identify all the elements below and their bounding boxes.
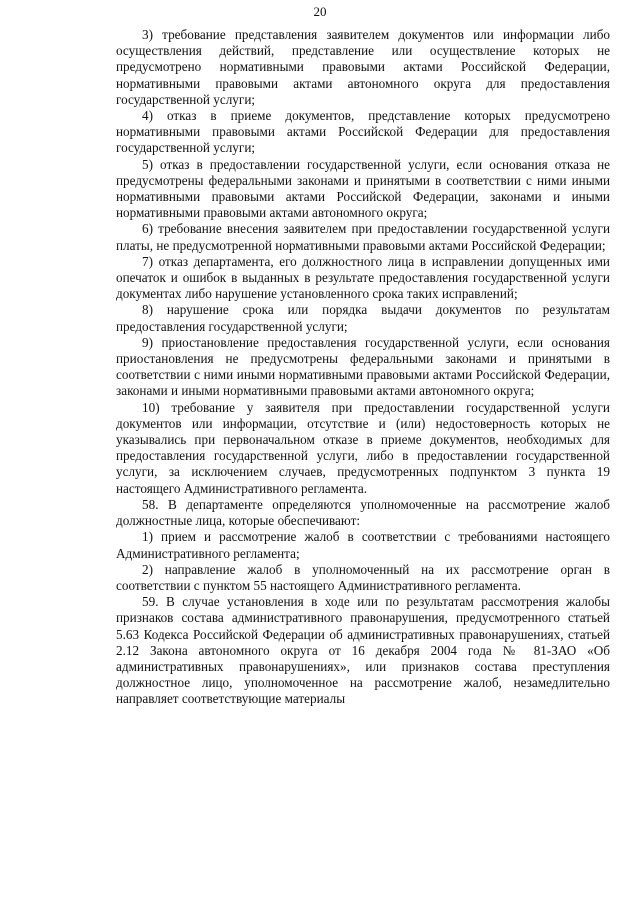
paragraph-clause-59: 59. В случае установления в ходе или по результатам рассмотрения жалобы признаков состава административного правонарушения, предусмотренного статьей 5.63 Кодекса Российской Федерации об административных правонарушениях, статьей 2.12 Закона автономного округа от 16 декабря 2004 года № 81-ЗАО «Об административных правонарушениях», или признаков состава преступления должностное лицо, уполномоченное на рассмотрение жалоб, незамедлительно направляет соответствующие материалы [116,594,610,707]
paragraph-item-3: 3) требование представления заявителем документов или информации либо осуществления действий, представление или осуществление которых не предусмотрено нормативными правовыми актами Российской Федерации, нормативными правовыми актами автономного округа для предоставления государственной услуги; [116,27,610,107]
paragraph-item-10: 10) требование у заявителя при предоставлении государственной услуги документов или информации, отсутствие и (или) недостоверность которых не указывались при первоначальном отказе в приеме документов, необходимых для предоставления государственной услуги, либо в предоставлении государственной услуги, за исключением случаев, предусмотренных подпунктом 3 пункта 19 настоящего Административного регламента. [116,399,610,496]
paragraph-item-7: 7) отказ департамента, его должностного лица в исправлении допущенных ими опечаток и ошибок в выданных в результате предоставления государственной услуги документах либо нарушение установленного срока таких исправлений; [116,253,610,302]
paragraph-item-9: 9) приостановление предоставления государственной услуги, если основания приостановления не предусмотрены федеральными законами и принятыми в соответствии с ними иными нормативными правовыми актами Российской Федерации, законами и иными нормативными правовыми актами автономного округа; [116,334,610,399]
document-body [116,27,610,708]
paragraph-item-5: 5) отказ в предоставлении государственной услуги, если основания отказа не предусмотрены федеральными законами и принятыми в соответствии с ними иными нормативными правовыми актами Российской Федерации, законами и иными нормативными правовыми актами автономного округа; [116,156,610,221]
paragraph-item-8: 8) нарушение срока или порядка выдачи документов по результатам предоставления государственной услуги; [116,302,610,334]
paragraph-item-6: 6) требование внесения заявителем при предоставлении государственной услуги платы, не предусмотренной нормативными правовыми актами Российской Федерации; [116,221,610,253]
paragraph-clause-58-item-1: 1) прием и рассмотрение жалоб в соответствии с требованиями настоящего Административного регламента; [116,529,610,561]
paragraph-item-4: 4) отказ в приеме документов, представление которых предусмотрено нормативными правовыми актами Российской Федерации для предоставления государственной услуги; [116,108,610,156]
page-number: 20 [313,4,327,19]
paragraph-clause-58: 58. В департаменте определяются уполномоченные на рассмотрение жалоб должностные лица, которые обеспечивают: [116,496,610,529]
paragraph-clause-58-item-2: 2) направление жалоб в уполномоченный на их рассмотрение орган в соответствии с пунктом 55 настоящего Административного регламента. [116,561,610,593]
